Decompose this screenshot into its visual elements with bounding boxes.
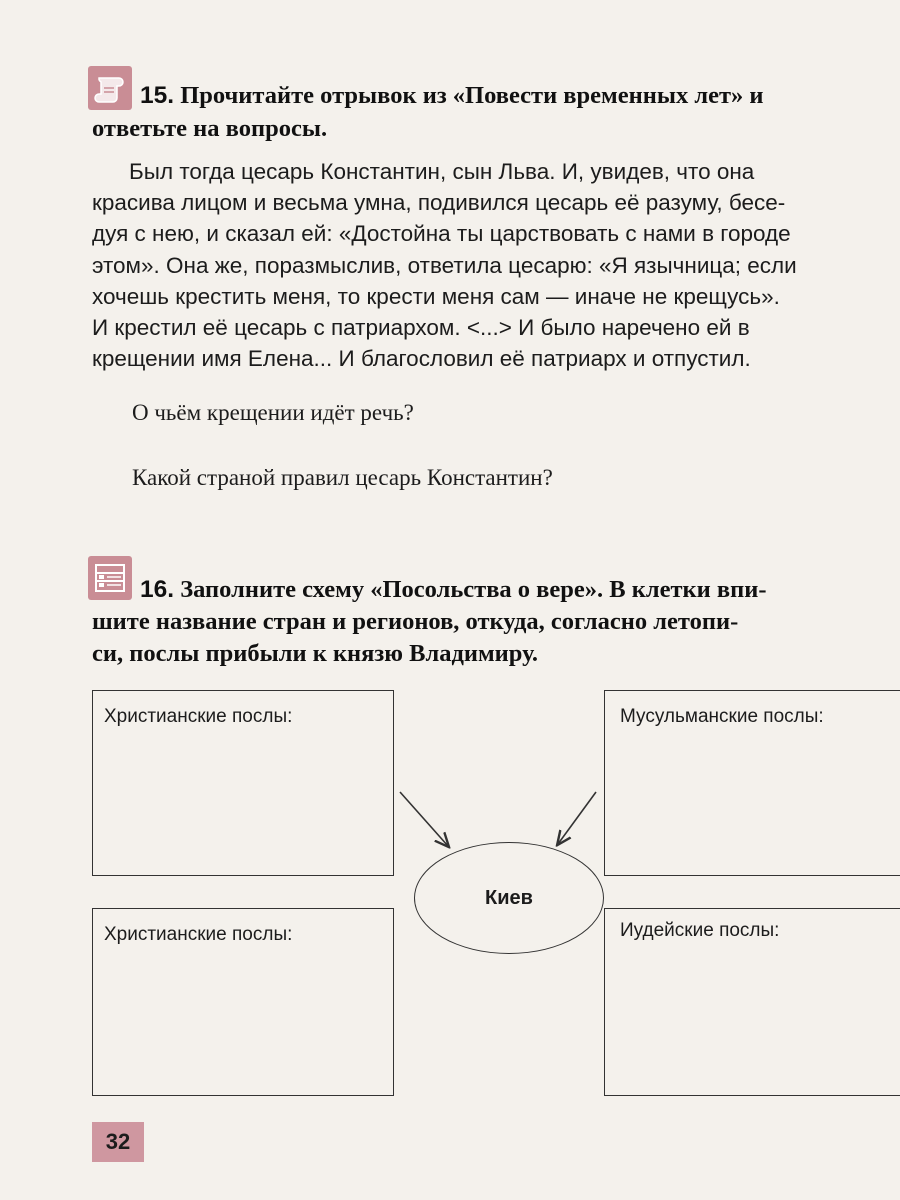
arrow-top-left xyxy=(400,792,448,846)
box-label-christian-bottom: Христианские послы: xyxy=(104,924,293,945)
box-label-jewish: Иудейские послы: xyxy=(620,920,780,941)
exercise-16-title-line3: си, послы прибыли к князю Владимиру. xyxy=(92,640,539,667)
exercise-15-title-line1: Прочитайте отрывок из «Повести временных лет» и xyxy=(180,82,764,109)
passage-line: крещении имя Елена... И благословил её патриарх и отпустил. xyxy=(92,346,751,372)
passage-line: хочешь крестить меня, то крести меня сам — иначе не крещусь». xyxy=(92,283,780,309)
exercise-16-number: 16. xyxy=(140,576,175,603)
passage-line: Был тогда цесарь Константин, сын Льва. И, увидев, что она xyxy=(129,159,755,184)
passage-line: этом». Она же, поразмыслив, ответила цесарю: «Я язычница; если xyxy=(92,252,797,278)
box-label-muslim: Мусульманские послы: xyxy=(620,706,824,727)
exercise-16-title-line1: Заполните схему «Посольства о вере». В клетки впи- xyxy=(180,576,767,603)
passage-line: красива лицом и весьма умна, подивился цесарь её разуму, бесе- xyxy=(92,190,786,216)
passage-line: И крестил её цесарь с патриархом. <...> И было наречено ей в xyxy=(92,315,750,341)
page-number: 32 xyxy=(92,1122,144,1162)
box-label-christian-top: Христианские послы: xyxy=(104,706,293,727)
arrow-top-right xyxy=(558,792,596,844)
exercise-16-title-line2: шите название стран и регионов, откуда, согласно летопи- xyxy=(92,608,739,635)
question-2: Какой страной правил цесарь Константин? xyxy=(132,465,553,490)
passage-line: дуя с нею, и сказал ей: «Достойна ты царствовать с нами в городе xyxy=(92,221,791,247)
kiev-label: Киев xyxy=(485,886,533,909)
exercise-15-title-line2: ответьте на вопросы. xyxy=(92,115,328,142)
exercise-15-number: 15. xyxy=(140,82,175,109)
question-1: О чьём крещении идёт речь? xyxy=(132,400,414,425)
